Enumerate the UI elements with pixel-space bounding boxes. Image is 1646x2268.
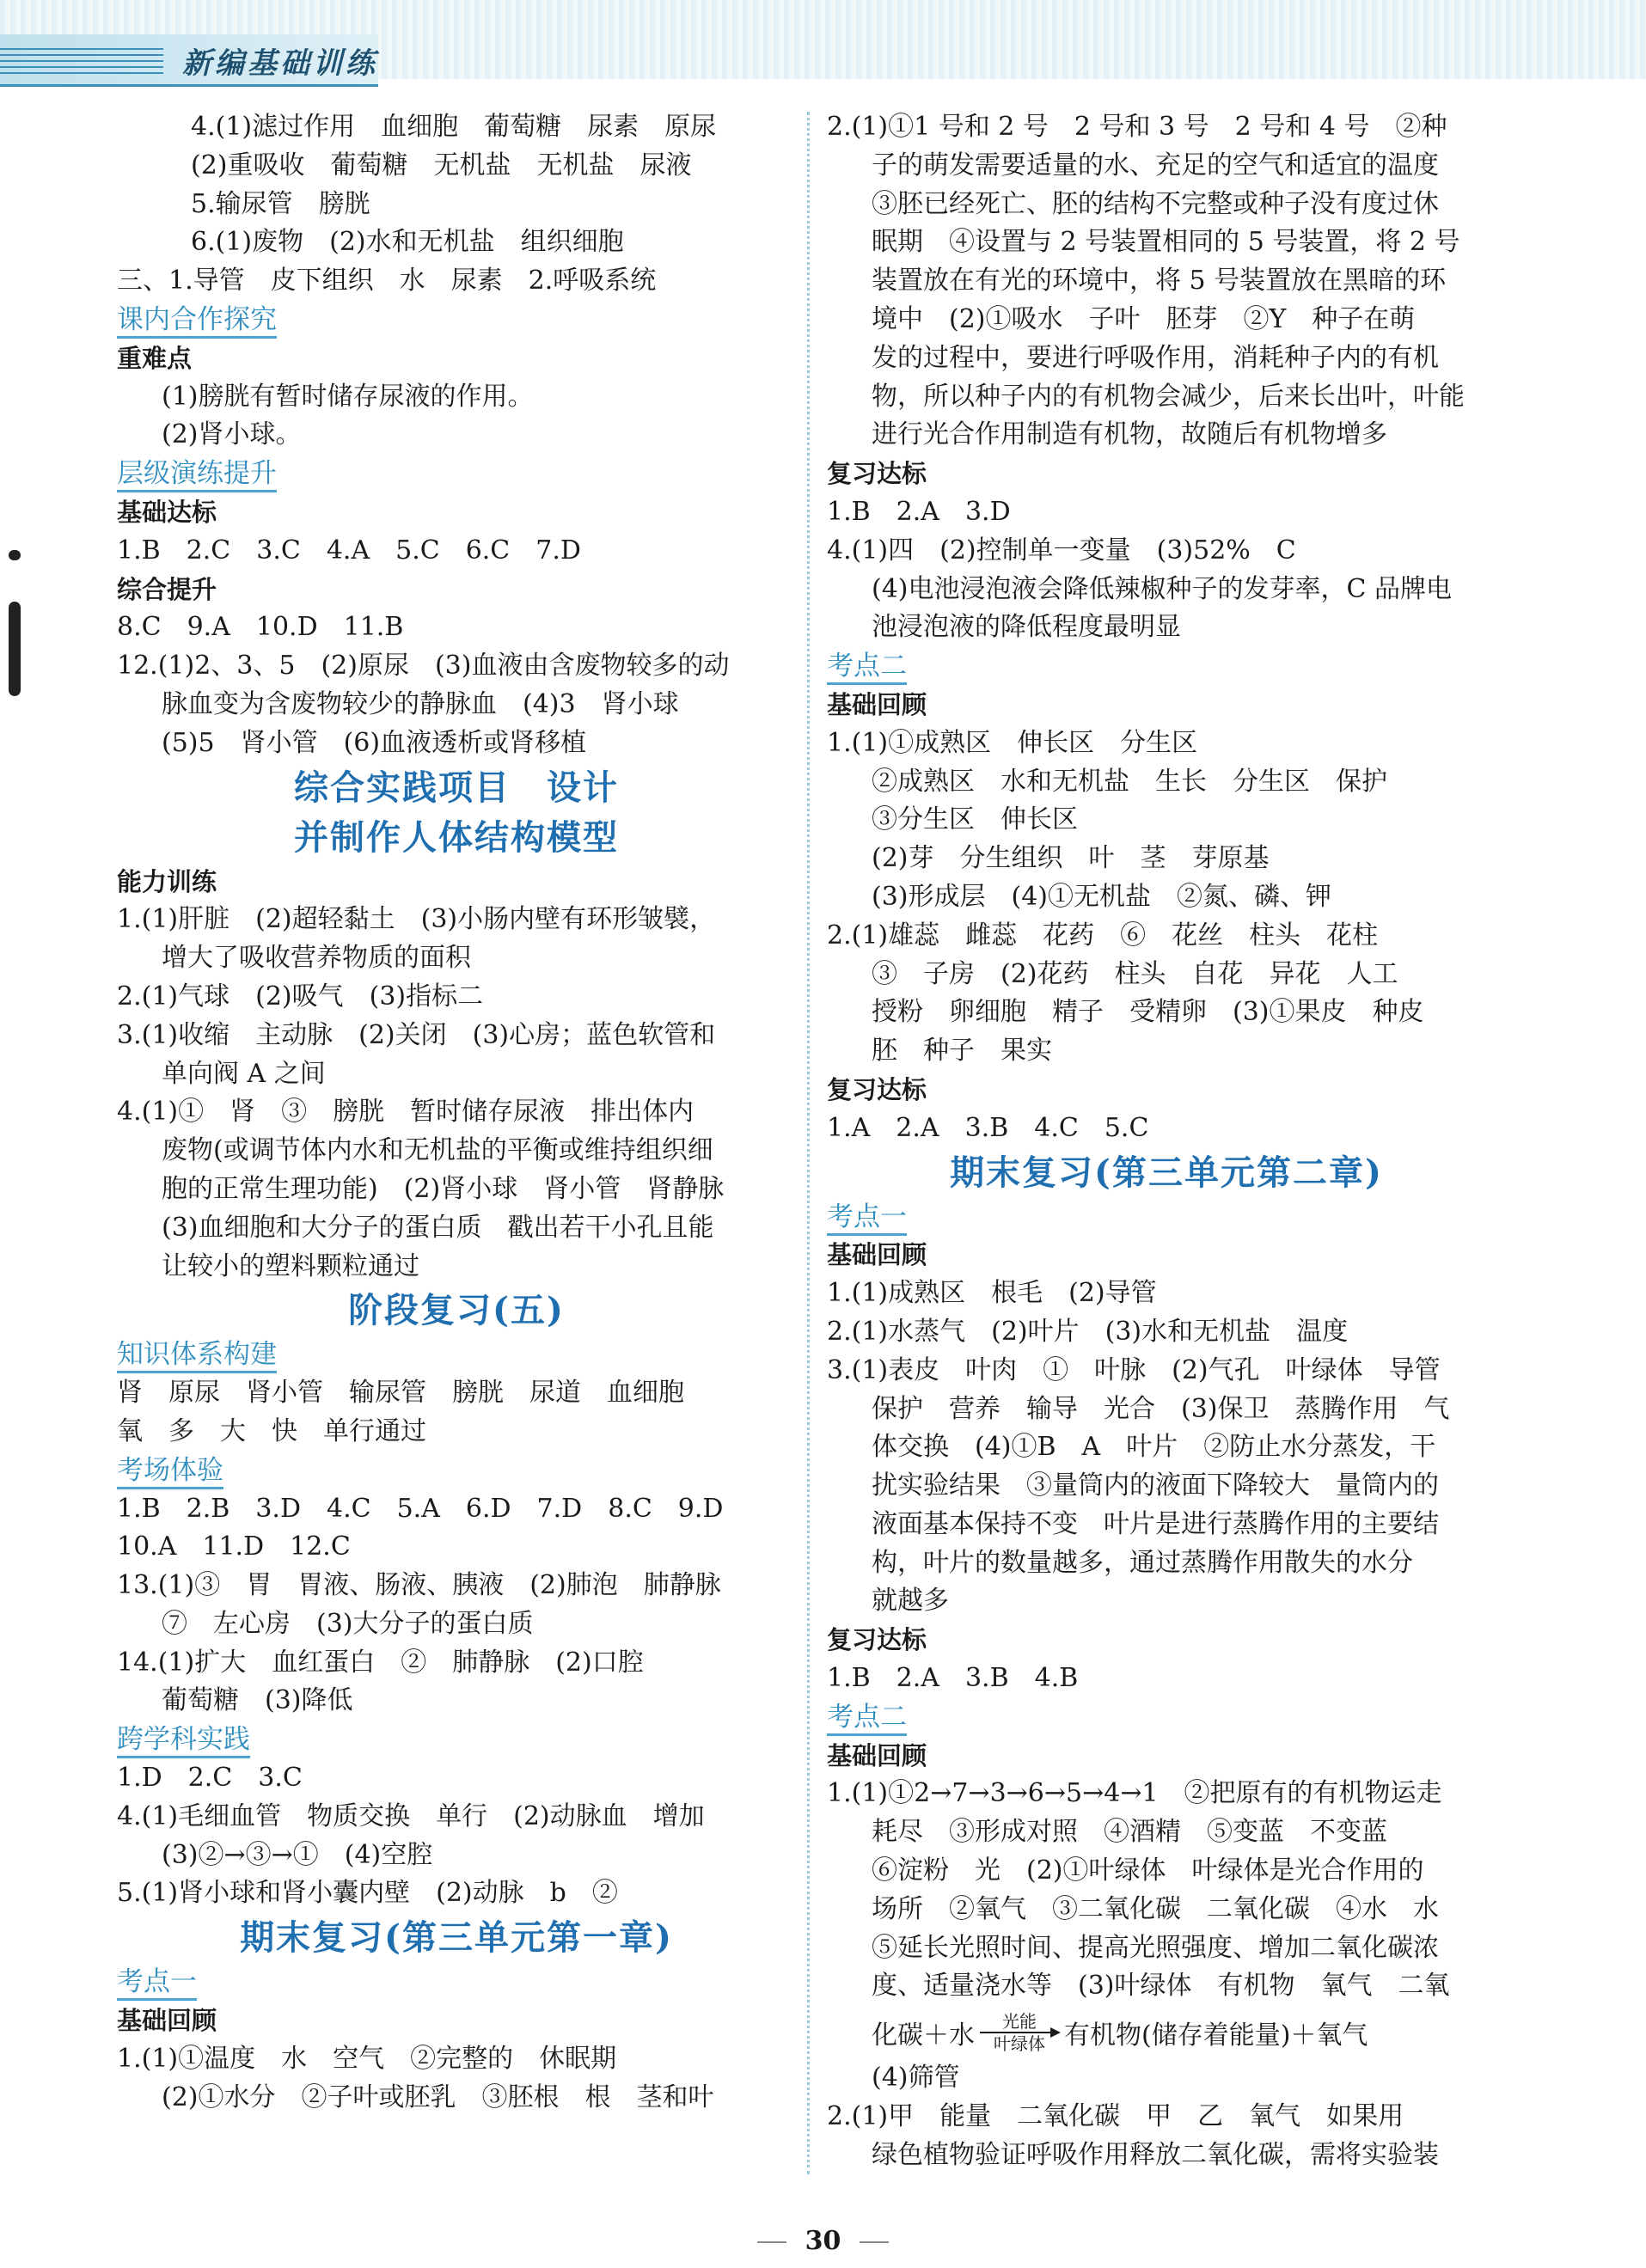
answer-line: 氧 多 大 快 单行通过 <box>117 1415 426 1446</box>
answer-line: 2.(1)气球 (2)吸气 (3)指标二 <box>117 981 484 1012</box>
section-heading <box>117 1721 796 1759</box>
answer-line: (4)电池浸泡液会降低辣椒种子的发芽率，C 品牌电 <box>872 573 1452 604</box>
book-title: 新编基础训练 <box>182 46 378 81</box>
margin-mark <box>9 602 21 696</box>
answer-line: 1.(1)①温度 水 空气 ②完整的 休眠期 <box>117 2043 617 2074</box>
left-column <box>117 108 796 2117</box>
answer-line: 4.(1)① 肾 ③ 膀胱 暂时储存尿液 排出体内 <box>117 1097 695 1128</box>
answer-line: 2.(1)甲 能量 二氧化碳 甲 乙 氧气 如果用 <box>827 2101 1404 2132</box>
answer-line: 三、1.导管 皮下组织 水 尿素 2.呼吸系统 <box>117 266 657 296</box>
answer-line: 度、适量浇水等 (3)叶绿体 有机物 氧气 二氧 <box>872 1971 1450 2002</box>
column-divider <box>807 112 810 2174</box>
answer-line: (2)肾小球。 <box>162 419 302 450</box>
chapter-title: 阶段复习(五) <box>348 1290 565 1331</box>
answer-line: (3)血细胞和大分子的蛋白质 戳出若干小孔且能 <box>162 1212 714 1243</box>
section-heading-text: 考点二 <box>827 1702 907 1736</box>
answer-line: ③ 子房 (2)花药 柱头 自花 异花 人工 <box>872 958 1398 989</box>
answer-line: 5.输尿管 膀胱 <box>191 188 370 219</box>
answer-line: 子的萌发需要适量的水、充足的空气和适宜的温度 <box>872 150 1439 180</box>
section-heading <box>117 1336 796 1374</box>
answer-line: ③胚已经死亡、胚的结构不完整或种子没有度过休 <box>872 188 1439 219</box>
answer-line: 10.A 11.D 12.C <box>117 1531 351 1562</box>
subheading: 基础回顾 <box>117 2006 217 2036</box>
answer-line: 池浸泡液的降低程度最明显 <box>872 612 1181 643</box>
section-heading-text: 跨学科实践 <box>117 1724 250 1758</box>
answer-line: 2.(1)雄蕊 雌蕊 花药 ⑥ 花丝 柱头 花柱 <box>827 920 1379 951</box>
section-heading <box>827 1198 1506 1237</box>
margin-mark <box>9 550 21 560</box>
answer-line: (3)②→③→① (4)空腔 <box>162 1839 433 1870</box>
arrow-line <box>980 2032 1059 2033</box>
answer-line: 让较小的塑料颗粒通过 <box>162 1250 419 1281</box>
reaction-arrow <box>980 2012 1059 2053</box>
answer-line: 2.(1)水蒸气 (2)叶片 (3)水和无机盐 温度 <box>827 1316 1349 1347</box>
footer-dash <box>757 2241 786 2243</box>
answer-line: 3.(1)表皮 叶肉 ① 叶脉 (2)气孔 叶绿体 导管 <box>827 1354 1441 1385</box>
chapter-title: 并制作人体结构模型 <box>294 816 619 858</box>
answer-line: 6.(1)废物 (2)水和无机盐 组织细胞 <box>191 227 624 258</box>
answer-line: 发的过程中，要进行呼吸作用，消耗种子内的有机 <box>872 342 1439 373</box>
arrow-condition-below: 叶绿体 <box>994 2033 1045 2055</box>
answer-line: 单向阀 A 之间 <box>162 1058 326 1089</box>
answer-line: 装置放在有光的环境中，将 5 号装置放在黑暗的环 <box>872 266 1447 296</box>
answer-line: 1.B 2.B 3.D 4.C 5.A 6.D 7.D 8.C 9.D <box>117 1493 724 1524</box>
answer-line: 1.(1)成熟区 根毛 (2)导管 <box>827 1278 1157 1309</box>
section-heading <box>117 455 796 493</box>
footer-dash <box>860 2241 889 2243</box>
answer-line: ②成熟区 水和无机盐 生长 分生区 保护 <box>872 766 1387 797</box>
chapter-title: 综合实践项目 设计 <box>294 767 619 808</box>
subheading: 复习达标 <box>827 459 927 489</box>
subheading: 重难点 <box>117 343 193 373</box>
equation-reactants: 化碳＋水 <box>872 2020 975 2051</box>
subheading: 复习达标 <box>827 1625 927 1655</box>
answer-line: 4.(1)四 (2)控制单一变量 (3)52% C <box>827 535 1296 565</box>
answer-line: 2.(1)①1 号和 2 号 2 号和 3 号 2 号和 4 号 ②种 <box>827 112 1447 142</box>
answer-line: 扰实验结果 ③量筒内的液面下降较大 量筒内的 <box>872 1470 1439 1501</box>
subheading: 综合提升 <box>117 574 217 604</box>
section-heading <box>117 301 796 339</box>
answer-line: (2)重吸收 葡萄糖 无机盐 无机盐 尿液 <box>191 150 692 180</box>
section-heading <box>117 1963 796 2002</box>
answer-line: (3)形成层 (4)①无机盐 ②氮、磷、钾 <box>872 881 1331 912</box>
answer-line: 1.D 2.C 3.C <box>117 1763 303 1794</box>
chapter-title: 期末复习(第三单元第二章) <box>950 1152 1383 1193</box>
answer-line: 胞的正常生理功能) (2)肾小球 肾小管 肾静脉 <box>162 1173 725 1204</box>
answer-line: 就越多 <box>872 1586 949 1617</box>
answer-line: 眠期 ④设置与 2 号装置相同的 5 号装置，将 2 号 <box>872 227 1460 258</box>
answer-line: 5.(1)肾小球和肾小囊内壁 (2)动脉 b ② <box>117 1878 618 1909</box>
subheading: 能力训练 <box>117 866 217 896</box>
answer-line: (2)芽 分生组织 叶 茎 芽原基 <box>872 843 1270 874</box>
answer-line: 保护 营养 输导 光合 (3)保卫 蒸腾作用 气 <box>872 1393 1450 1424</box>
page-footer <box>0 2226 1646 2256</box>
subheading: 基础回顾 <box>827 689 927 719</box>
right-column <box>827 108 1506 2175</box>
arrow-condition-above: 光能 <box>1002 2011 1037 2033</box>
answer-line: 13.(1)③ 胃 胃液、肠液、胰液 (2)肺泡 肺静脉 <box>117 1570 721 1601</box>
subheading: 基础回顾 <box>827 1740 927 1770</box>
answer-line: 液面基本保持不变 叶片是进行蒸腾作用的主要结 <box>872 1508 1439 1539</box>
answer-line: (1)膀胱有暂时储存尿液的作用。 <box>162 381 534 412</box>
answer-line: 绿色植物验证呼吸作用释放二氧化碳，需将实验装 <box>872 2139 1439 2170</box>
subheading: 基础达标 <box>117 497 217 527</box>
section-heading-text: 考点一 <box>827 1201 907 1236</box>
answer-line: 1.B 2.A 3.B 4.B <box>827 1663 1079 1694</box>
answer-line: ⑤延长光照时间、提高光照强度、增加二氧化碳浓 <box>872 1932 1439 1963</box>
section-heading <box>827 647 1506 686</box>
photosynthesis-equation <box>827 2006 1506 2059</box>
answer-line: 4.(1)滤过作用 血细胞 葡萄糖 尿素 原尿 <box>191 112 717 142</box>
answer-line: 1.(1)①成熟区 伸长区 分生区 <box>827 727 1198 758</box>
answer-line: (2)①水分 ②子叶或胚乳 ③胚根 根 茎和叶 <box>162 2082 714 2112</box>
answer-line: ⑦ 左心房 (3)大分子的蛋白质 <box>162 1608 534 1639</box>
answer-line: 葡萄糖 (3)降低 <box>162 1685 353 1716</box>
answer-line: 物，所以种子内的有机物会减少，后来长出叶，叶能 <box>872 381 1465 412</box>
answer-line: (5)5 肾小管 (6)血液透析或肾移植 <box>162 727 587 758</box>
answer-line: 14.(1)扩大 血红蛋白 ② 肺静脉 (2)口腔 <box>117 1647 644 1678</box>
section-heading-text: 考点一 <box>117 1966 197 2001</box>
answer-line: 耗尽 ③形成对照 ④酒精 ⑤变蓝 不变蓝 <box>872 1817 1387 1848</box>
answer-line: 3.(1)收缩 主动脉 (2)关闭 (3)心房；蓝色软管和 <box>117 1019 716 1050</box>
answer-line: 1.A 2.A 3.B 4.C 5.C <box>827 1112 1149 1143</box>
subheading: 基础回顾 <box>827 1240 927 1270</box>
answer-line: 8.C 9.A 10.D 11.B <box>117 612 404 643</box>
answer-line: 构，叶片的数量越多，通过蒸腾作用散失的水分 <box>872 1547 1413 1578</box>
section-heading-text: 课内合作探究 <box>117 304 277 339</box>
section-heading-text: 层级演练提升 <box>117 458 277 492</box>
answer-line: 1.B 2.C 3.C 4.A 5.C 6.C 7.D <box>117 535 581 565</box>
answer-line: 体交换 (4)①B A 叶片 ②防止水分蒸发，干 <box>872 1432 1436 1463</box>
header-stripes <box>0 48 163 74</box>
answer-line: 1.(1)肝脏 (2)超轻黏土 (3)小肠内壁有环形皱襞， <box>117 904 716 935</box>
answer-line: 1.(1)①2→7→3→6→5→4→1 ②把原有的有机物运走 <box>827 1778 1442 1809</box>
page-number: 30 <box>805 2226 841 2256</box>
section-heading <box>117 1452 796 1490</box>
answer-line: 胚 种子 果实 <box>872 1036 1052 1067</box>
answer-line: 进行光合作用制造有机物，故随后有机物增多 <box>872 419 1387 450</box>
answer-line: 场所 ②氧气 ③二氧化碳 二氧化碳 ④水 水 <box>872 1893 1439 1924</box>
answer-line: 1.B 2.A 3.D <box>827 496 1011 527</box>
answer-line: ③分生区 伸长区 <box>872 804 1078 835</box>
answer-line: 脉血变为含废物较少的静脉血 (4)3 肾小球 <box>162 688 679 719</box>
answer-line: 4.(1)毛细血管 物质交换 单行 (2)动脉血 增加 <box>117 1800 705 1831</box>
answer-line: ⑥淀粉 光 (2)①叶绿体 叶绿体是光合作用的 <box>872 1855 1424 1886</box>
subheading: 复习达标 <box>827 1074 927 1104</box>
section-heading-text: 考场体验 <box>117 1455 223 1489</box>
chapter-title: 期末复习(第三单元第一章) <box>240 1917 673 1959</box>
answer-line: 授粉 卵细胞 精子 受精卵 (3)①果皮 种皮 <box>872 997 1424 1028</box>
section-heading <box>827 1698 1506 1737</box>
section-heading-text: 考点二 <box>827 651 907 685</box>
answer-line: 增大了吸收营养物质的面积 <box>162 943 471 974</box>
equation-products: 有机物(储存着能量)＋氧气 <box>1064 2020 1368 2051</box>
answer-line: (4)筛管 <box>872 2063 960 2094</box>
section-heading-text: 知识体系构建 <box>117 1339 277 1373</box>
answer-line: 肾 原尿 肾小管 输尿管 膀胱 尿道 血细胞 <box>117 1378 684 1409</box>
answer-line: 12.(1)2、3、5 (2)原尿 (3)血液由含废物较多的动 <box>117 651 730 682</box>
answer-line: 境中 (2)①吸水 子叶 胚芽 ②Y 种子在萌 <box>872 303 1416 334</box>
answer-line: 废物(或调节体内水和无机盐的平衡或维持组织细 <box>162 1135 713 1166</box>
